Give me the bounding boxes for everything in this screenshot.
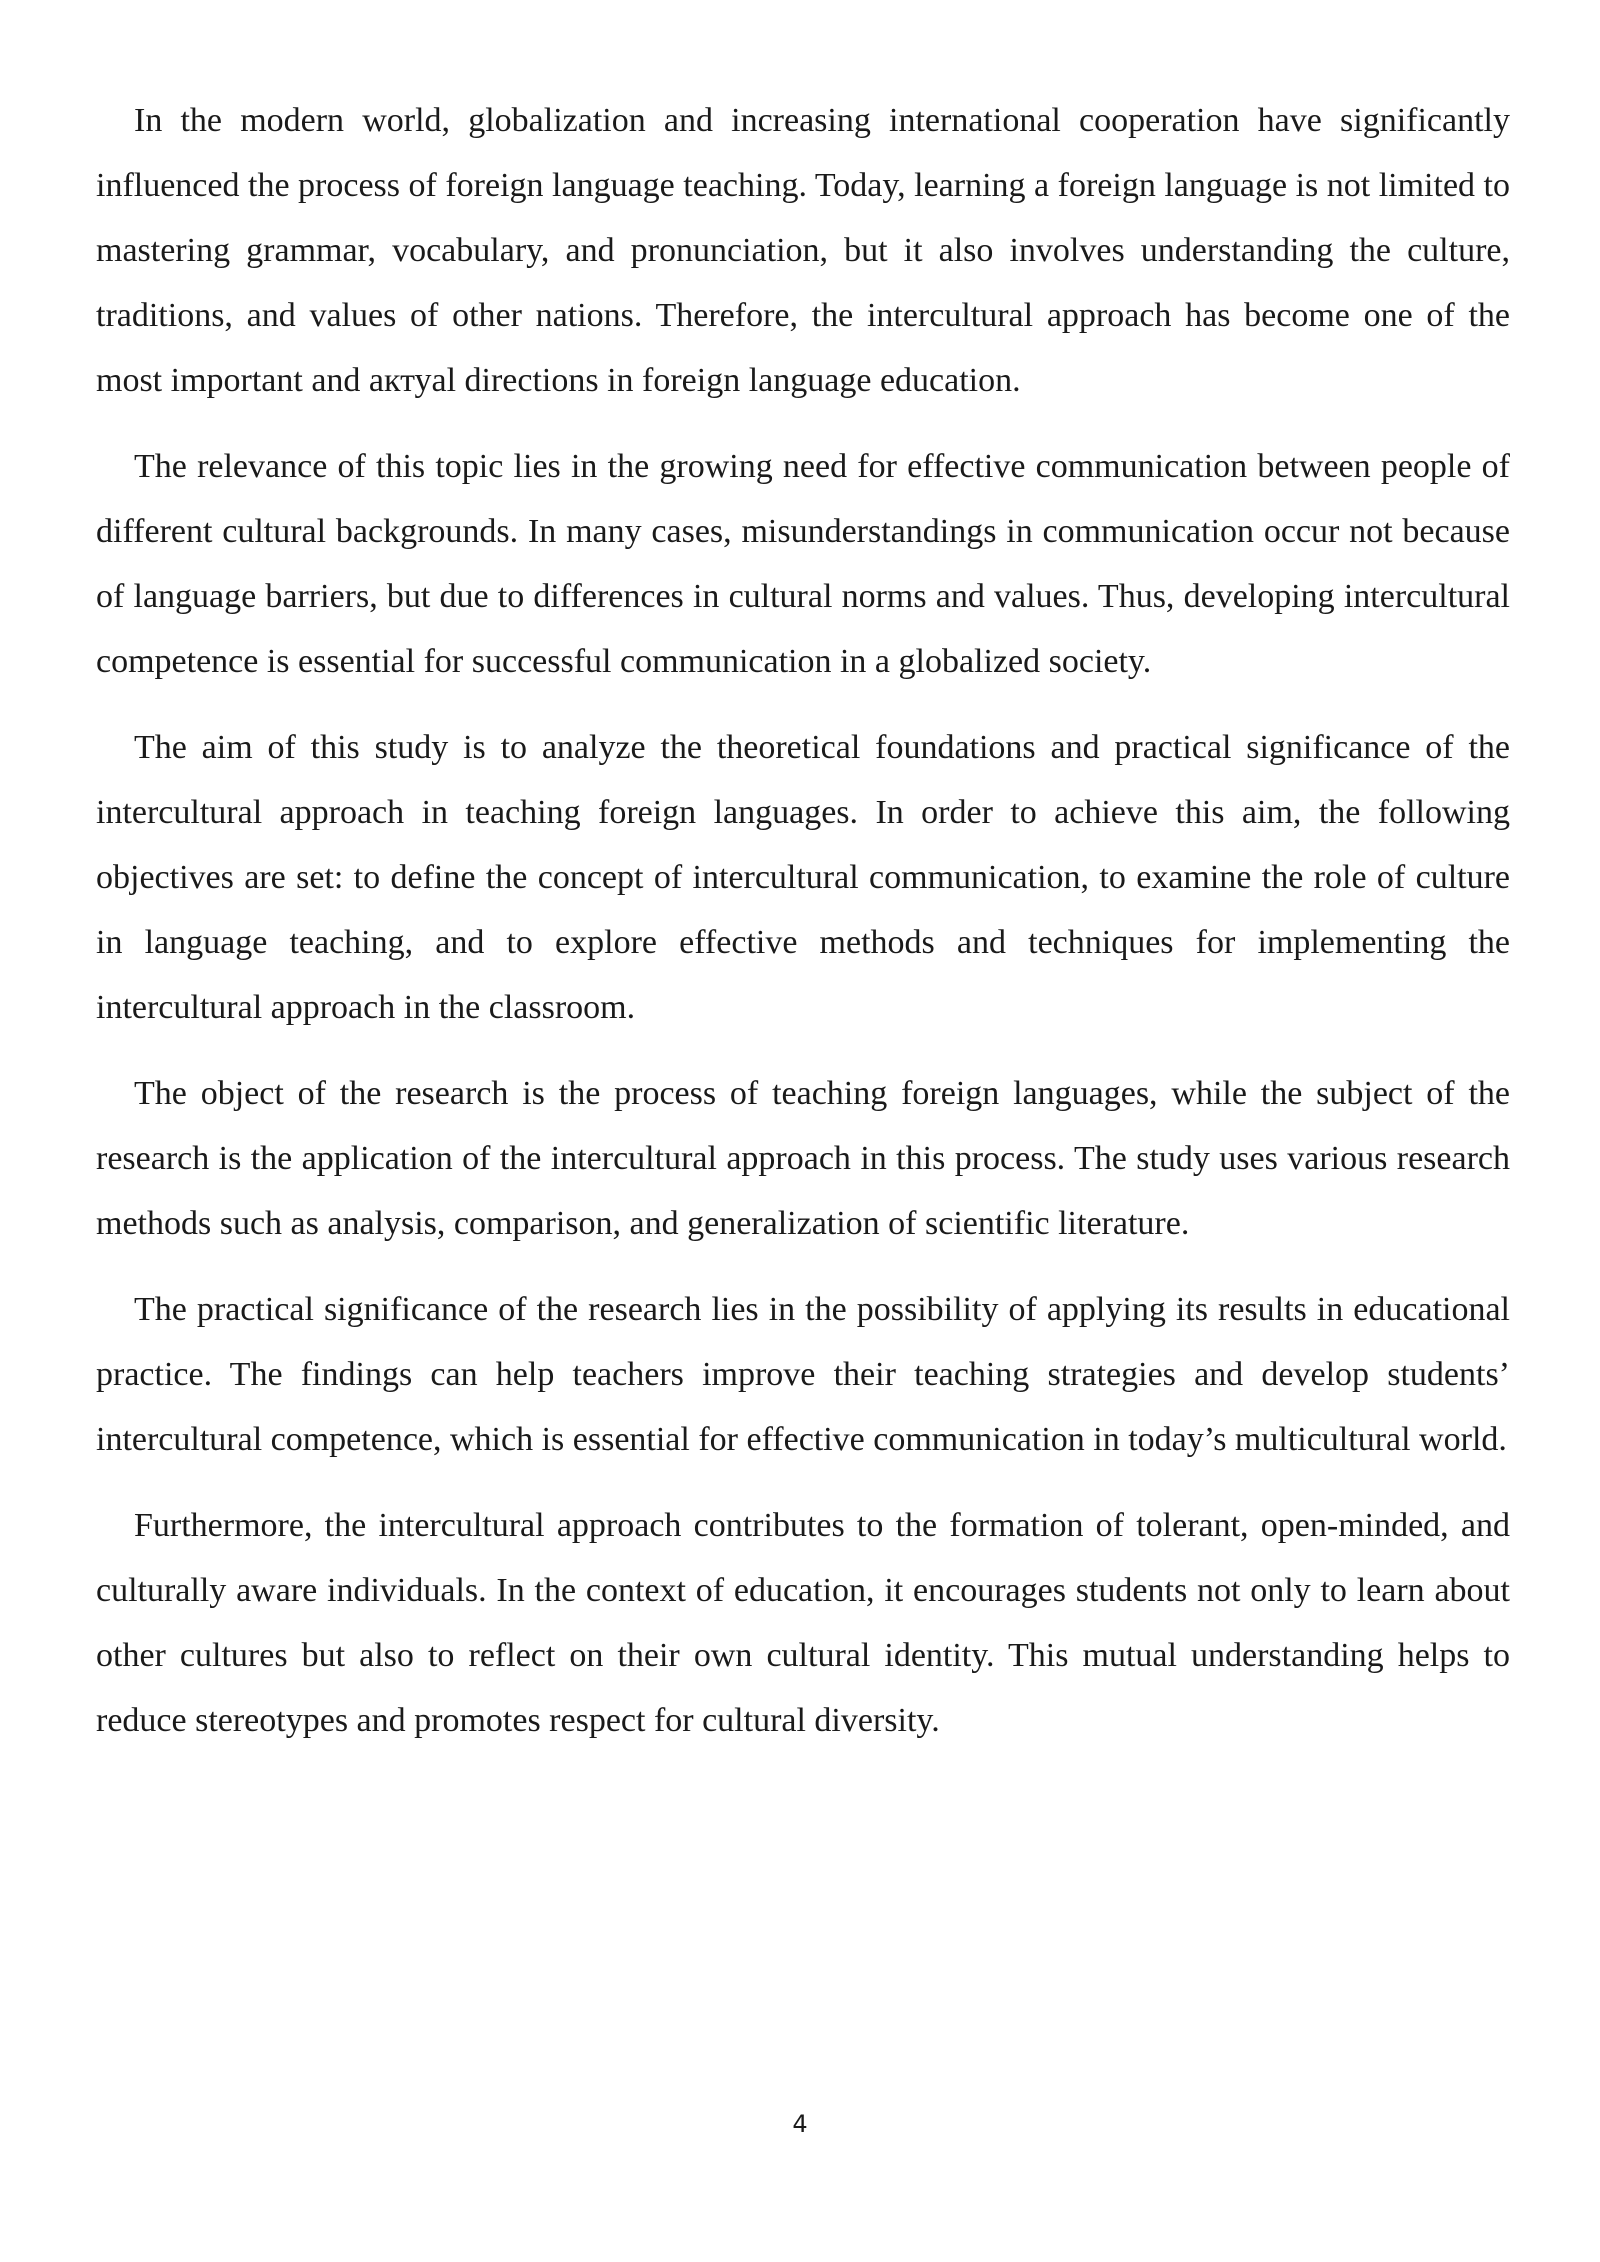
paragraph: The aim of this study is to analyze the theoretical foundations and practical significance of the intercultural approach in teaching foreign languages. In order to achieve this aim, the following objectives are set: to define the concept of intercultural communication, to examine the role of culture in language teaching, and to explore effective methods and techniques for implementing the intercultural approach in the classroom. xyxy=(96,729,1510,1026)
paragraph: The object of the research is the process of teaching foreign languages, while the subject of the research is the application of the intercultural approach in this process. The study uses various research methods such as analysis, comparison, and generalization of scientific literature. xyxy=(96,1075,1510,1242)
paragraph: The practical significance of the research lies in the possibility of applying its results in educational practice. The findings can help teachers improve their teaching strategies and develop students’ intercultural competence, which is essential for effective communication in today’s multicultural world. xyxy=(96,1291,1510,1458)
paragraph: The relevance of this topic lies in the growing need for effective communication between people of different cultural backgrounds. In many cases, misunderstandings in communication occur not because of language barriers, but due to differences in cultural norms and values. Thus, developing intercultural competence is essential for successful communication in a globalized society. xyxy=(96,448,1510,680)
paragraph: In the modern world, globalization and increasing international cooperation have significantly influenced the process of foreign language teaching. Today, learning a foreign language is not limited to mastering grammar, vocabulary, and pronunciation, but it also involves understanding the culture, traditions, and values of other nations. Therefore, the intercultural approach has become one of the most important and актуal directions in foreign language education. xyxy=(96,102,1510,399)
page-number: 4 xyxy=(792,2110,808,2138)
paragraph: Furthermore, the intercultural approach contributes to the formation of tolerant, open-minded, and culturally aware individuals. In the context of education, it encourages students not only to learn about other cultures but also to reflect on their own cultural identity. This mutual understanding helps to reduce stereotypes and promotes respect for cultural diversity. xyxy=(96,1507,1510,1739)
document-body xyxy=(96,88,1510,1774)
